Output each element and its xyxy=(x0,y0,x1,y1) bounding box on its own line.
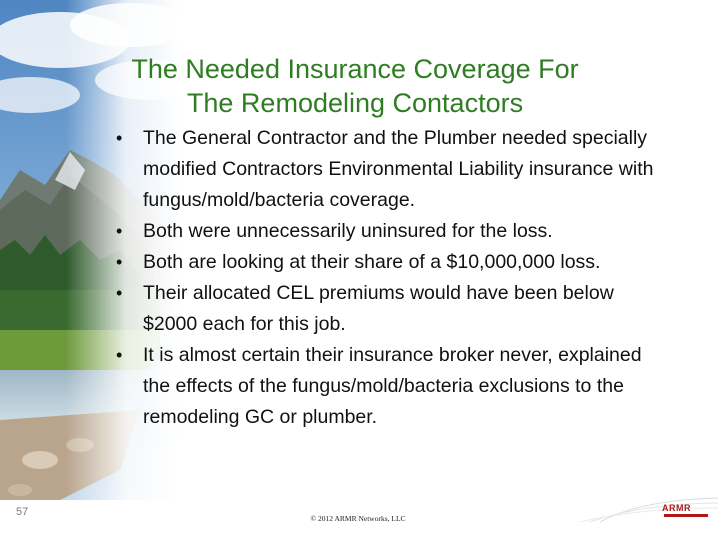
bullet-icon: • xyxy=(116,283,123,303)
bullet-text: It is almost certain their insurance broker never, explained the effects of the fungus/mold/bacteria exclusions to the remodeling GC or plumber. xyxy=(143,344,642,428)
bullet-text: Both are looking at their share of a $10,000,000 loss. xyxy=(143,251,601,273)
armr-logo xyxy=(662,503,708,521)
logo-underline xyxy=(664,514,708,517)
copyright-text: © 2012 ARMR Networks, LLC xyxy=(310,514,406,523)
bullet-icon: • xyxy=(116,345,123,365)
list-item xyxy=(112,123,672,216)
bullet-list xyxy=(112,123,672,433)
list-item xyxy=(112,216,672,247)
bullet-icon: • xyxy=(116,252,123,272)
list-item xyxy=(112,278,672,340)
bullet-icon: • xyxy=(116,221,123,241)
logo-text: ARMR xyxy=(662,503,691,513)
slide-title: The Needed Insurance Coverage For The Remodeling Contactors xyxy=(131,54,579,118)
list-item xyxy=(112,247,672,278)
bullet-text: The General Contractor and the Plumber needed specially modified Contractors Environmental Liability insurance with fungus/mold/bacteria coverage. xyxy=(143,127,654,211)
slide-number: 57 xyxy=(16,506,29,518)
bullet-text: Both were unnecessarily uninsured for the loss. xyxy=(143,220,553,242)
list-item xyxy=(112,340,672,433)
bullet-text: Their allocated CEL premiums would have been below $2000 each for this job. xyxy=(143,282,614,335)
bullet-icon: • xyxy=(116,128,123,148)
